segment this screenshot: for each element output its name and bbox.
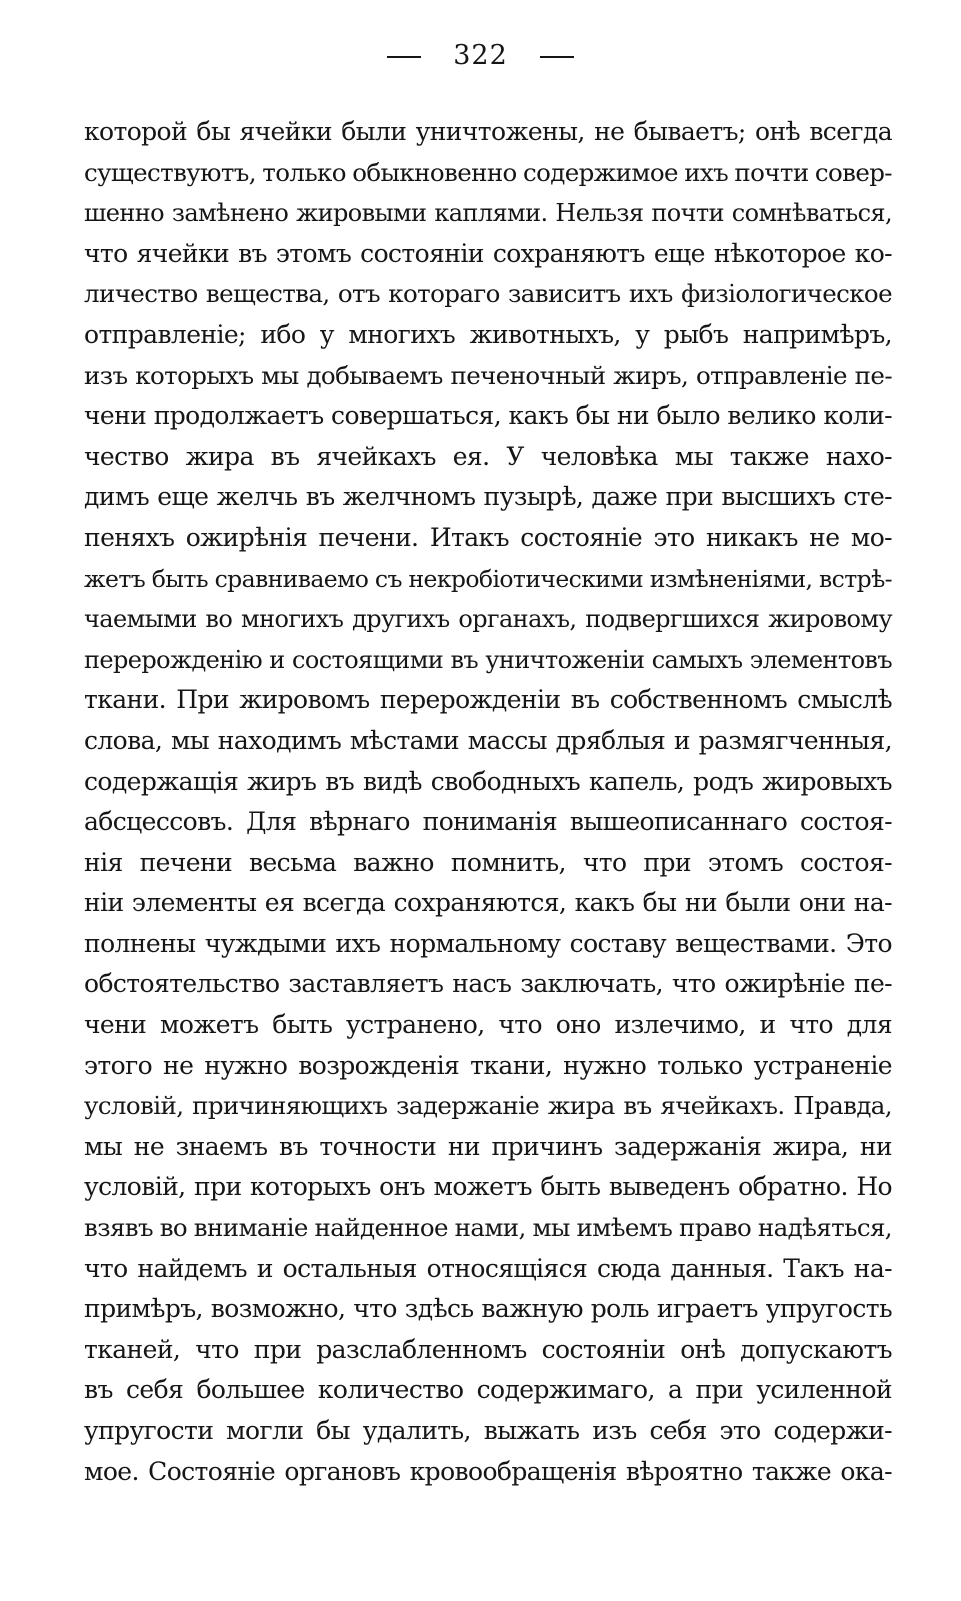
text-line: содержащія жиръ въ видѣ свободныхъ капель, родъ жировыхъ — [84, 766, 892, 796]
text-line: нія печени весьма важно помнить, что при этомъ состоя- — [84, 847, 892, 877]
text-line: что ячейки въ этомъ состояніи сохраняютъ еще нѣкоторое ко- — [84, 238, 892, 268]
text-line: отправленіе; ибо у многихъ животныхъ, у рыбъ напримѣръ, — [84, 319, 892, 349]
header-dash-left — [387, 56, 421, 58]
page-header — [0, 40, 961, 72]
text-line: обстоятельство заставляетъ насъ заключать, что ожирѣніе пе- — [84, 969, 892, 999]
text-line: чаемыми во многихъ другихъ органахъ, подвергшихся жировому — [84, 605, 892, 634]
text-line: упругости могли бы удалить, выжать изъ себя это содержи- — [84, 1416, 892, 1445]
text-line: существуютъ, только обыкновенно содержимое ихъ почти совер- — [84, 157, 892, 187]
text-line: жетъ быть сравниваемо съ некробіотическими измѣненіями, встрѣ- — [84, 564, 892, 593]
text-line: мы не знаемъ въ точности ни причинъ задержанія жира, ни — [84, 1131, 892, 1161]
text-line: полнены чуждыми ихъ нормальному составу веществами. Это — [84, 928, 892, 958]
text-line: чени продолжаетъ совершаться, какъ бы ни было велико коли- — [84, 401, 892, 431]
text-line: изъ которыхъ мы добываемъ печеночный жиръ, отправленіе пе- — [84, 360, 892, 390]
text-line: этого не нужно возрожденія ткани, нужно только устраненіе — [84, 1050, 892, 1080]
text-line: условій, при которыхъ онъ можетъ быть выведенъ обратно. Но — [84, 1172, 892, 1202]
body-text — [84, 112, 892, 1492]
text-line: личество вещества, отъ котораго зависитъ ихъ физіологическое — [84, 279, 892, 309]
text-line: которой бы ячейки были уничтожены, не бываетъ; онѣ всегда — [84, 117, 892, 146]
text-line: шенно замѣнено жировыми каплями. Нельзя почти сомнѣваться, — [84, 199, 892, 228]
text-line: что найдемъ и остальныя относящіяся сюда данныя. Такъ на- — [84, 1253, 892, 1283]
text-line: перерожденію и состоящими въ уничтоженіи самыхъ элементовъ — [84, 645, 892, 674]
text-line: тканей, что при разслабленномъ состояніи онѣ допускаютъ — [84, 1334, 892, 1364]
text-line: абсцессовъ. Для вѣрнаго пониманія вышеописаннаго состоя- — [84, 807, 892, 837]
text-line: пеняхъ ожирѣнія печени. Итакъ состояніе это никакъ не мо- — [84, 522, 892, 552]
text-line: взявъ во вниманіе найденное нами, мы имѣемъ право надѣяться, — [84, 1213, 892, 1243]
text-line: условій, причиняющихъ задержаніе жира въ ячейкахъ. Правда, — [84, 1091, 892, 1121]
header-dash-right — [540, 56, 574, 58]
text-line: чество жира въ ячейкахъ ея. У человѣка мы также нахо- — [84, 441, 892, 471]
text-line: чени можетъ быть устранено, что оно излечимо, и что для — [84, 1010, 892, 1040]
page-number: 322 — [453, 40, 508, 71]
text-line: мое. Состояніе органовъ кровообращенія вѣроятно также ока- — [84, 1456, 892, 1486]
text-line: слова, мы находимъ мѣстами массы дряблыя и размягченныя, — [84, 725, 892, 755]
text-line: димъ еще желчь въ желчномъ пузырѣ, даже при высшихъ сте- — [84, 482, 892, 512]
text-line: ткани. При жировомъ перерожденіи въ собственномъ смыслѣ — [84, 685, 892, 715]
text-line: примѣръ, возможно, что здѣсь важную роль играетъ упругость — [84, 1294, 892, 1324]
text-line: въ себя большее количество содержимаго, а при усиленной — [84, 1375, 892, 1405]
text-line: ніи элементы ея всегда сохраняются, какъ бы ни были они на- — [84, 888, 892, 918]
